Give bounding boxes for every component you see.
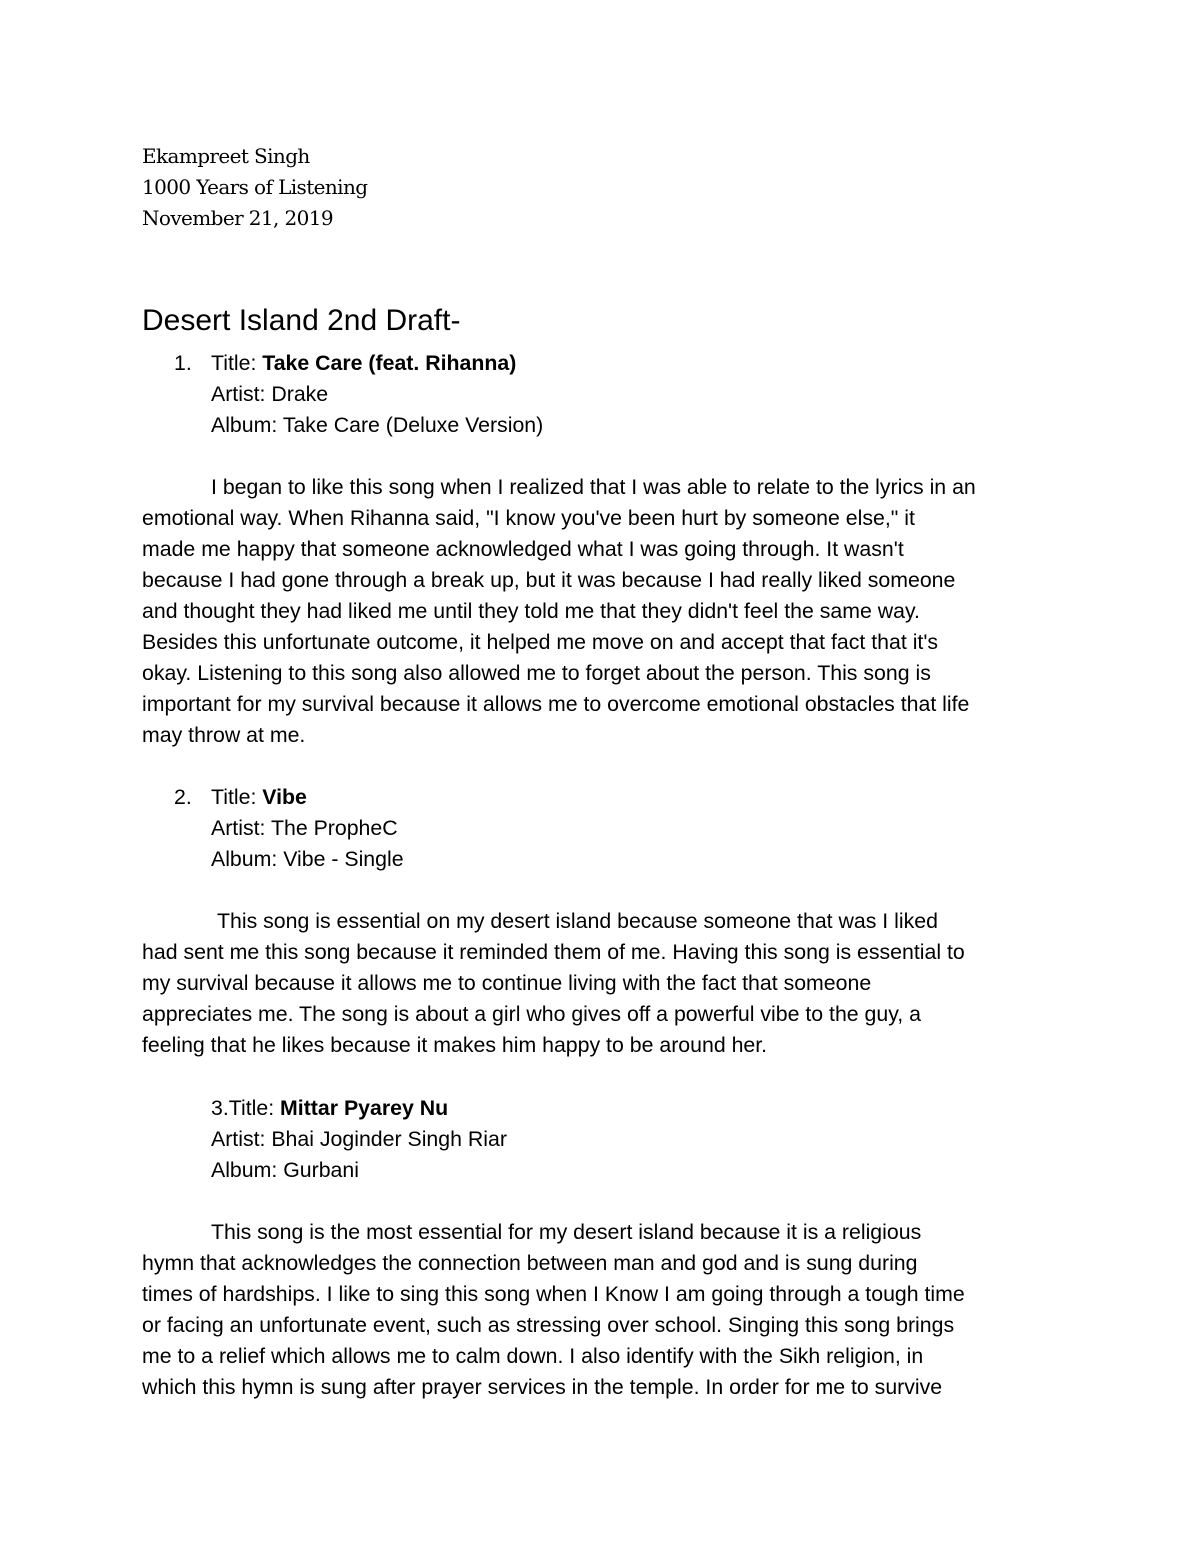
paragraph-line: hymn that acknowledges the connection between man and god and is sung during (142, 1251, 918, 1275)
paragraph-line: and thought they had liked me until they told me that they didn't feel the same way. (142, 599, 920, 623)
paragraph-line: which this hymn is sung after prayer services in the temple. In order for me to survive (142, 1375, 943, 1399)
song-3-meta (211, 1093, 507, 1186)
song-3-paragraph (142, 1217, 1062, 1403)
paragraph-line: This song is essential on my desert island because someone that was I liked (217, 909, 938, 933)
song-1-title-label: Title: (211, 351, 263, 375)
paragraph-line: or facing an unfortunate event, such as stressing over school. Singing this song brings (142, 1313, 955, 1337)
paragraph-line: important for my survival because it allows me to overcome emotional obstacles that life (142, 692, 970, 716)
paragraph-line: made me happy that someone acknowledged what I was going through. It wasn't (142, 537, 904, 561)
paragraph-line: may throw at me. (142, 723, 306, 747)
song-2-title-line (211, 782, 404, 813)
song-1-artist: Artist: Drake (211, 382, 329, 406)
song-2-album: Album: Vibe - Single (211, 847, 404, 871)
paragraph-line: times of hardships. I like to sing this song when I Know I am going through a tough time (142, 1282, 965, 1306)
document-title: Desert Island 2nd Draft- (142, 304, 461, 337)
song-2-title-label: Title: (211, 785, 263, 809)
song-2-artist: Artist: The PropheC (211, 816, 398, 840)
song-2-paragraph (142, 906, 1062, 1061)
song-3-album: Album: Gurbani (211, 1158, 359, 1182)
paragraph-line: Besides this unfortunate outcome, it helped me move on and accept that fact that it's (142, 630, 939, 654)
song-3-title: Mittar Pyarey Nu (280, 1096, 449, 1120)
paragraph-line: my survival because it allows me to continue living with the fact that someone (142, 971, 872, 995)
song-1-number: 1. (174, 351, 192, 375)
song-1-title: Take Care (feat. Rihanna) (262, 351, 517, 375)
song-3-artist: Artist: Bhai Joginder Singh Riar (211, 1127, 507, 1151)
song-2-number: 2. (174, 785, 192, 809)
song-1-title-line (211, 348, 543, 379)
song-1-meta (211, 348, 543, 441)
song-2-title: Vibe (262, 785, 307, 809)
song-2-meta (211, 782, 404, 875)
paragraph-line: I began to like this song when I realized that I was able to relate to the lyrics in an (211, 475, 976, 499)
song-3-title-line (211, 1093, 507, 1124)
paragraph-line: This song is the most essential for my desert island because it is a religious (211, 1220, 922, 1244)
paragraph-line: because I had gone through a break up, but it was because I had really liked someone (142, 568, 956, 592)
paragraph-line: had sent me this song because it reminded them of me. Having this song is essential to (142, 940, 965, 964)
author-name: Ekampreet Singh (142, 144, 310, 168)
paragraph-line: me to a relief which allows me to calm down. I also identify with the Sikh religion, in (142, 1344, 924, 1368)
song-1-album: Album: Take Care (Deluxe Version) (211, 413, 544, 437)
song-1-paragraph (142, 472, 1062, 751)
paragraph-line: feeling that he likes because it makes him happy to be around her. (142, 1033, 768, 1057)
paragraph-line: okay. Listening to this song also allowed me to forget about the person. This song is (142, 661, 931, 685)
document-date: November 21, 2019 (142, 206, 334, 230)
header-block (142, 141, 367, 234)
song-3-title-label: 3.Title: (211, 1096, 281, 1120)
paragraph-line: emotional way. When Rihanna said, "I know you've been hurt by someone else," it (142, 506, 915, 530)
course-name: 1000 Years of Listening (142, 175, 368, 199)
paragraph-line: appreciates me. The song is about a girl who gives off a powerful vibe to the guy, a (142, 1002, 921, 1026)
